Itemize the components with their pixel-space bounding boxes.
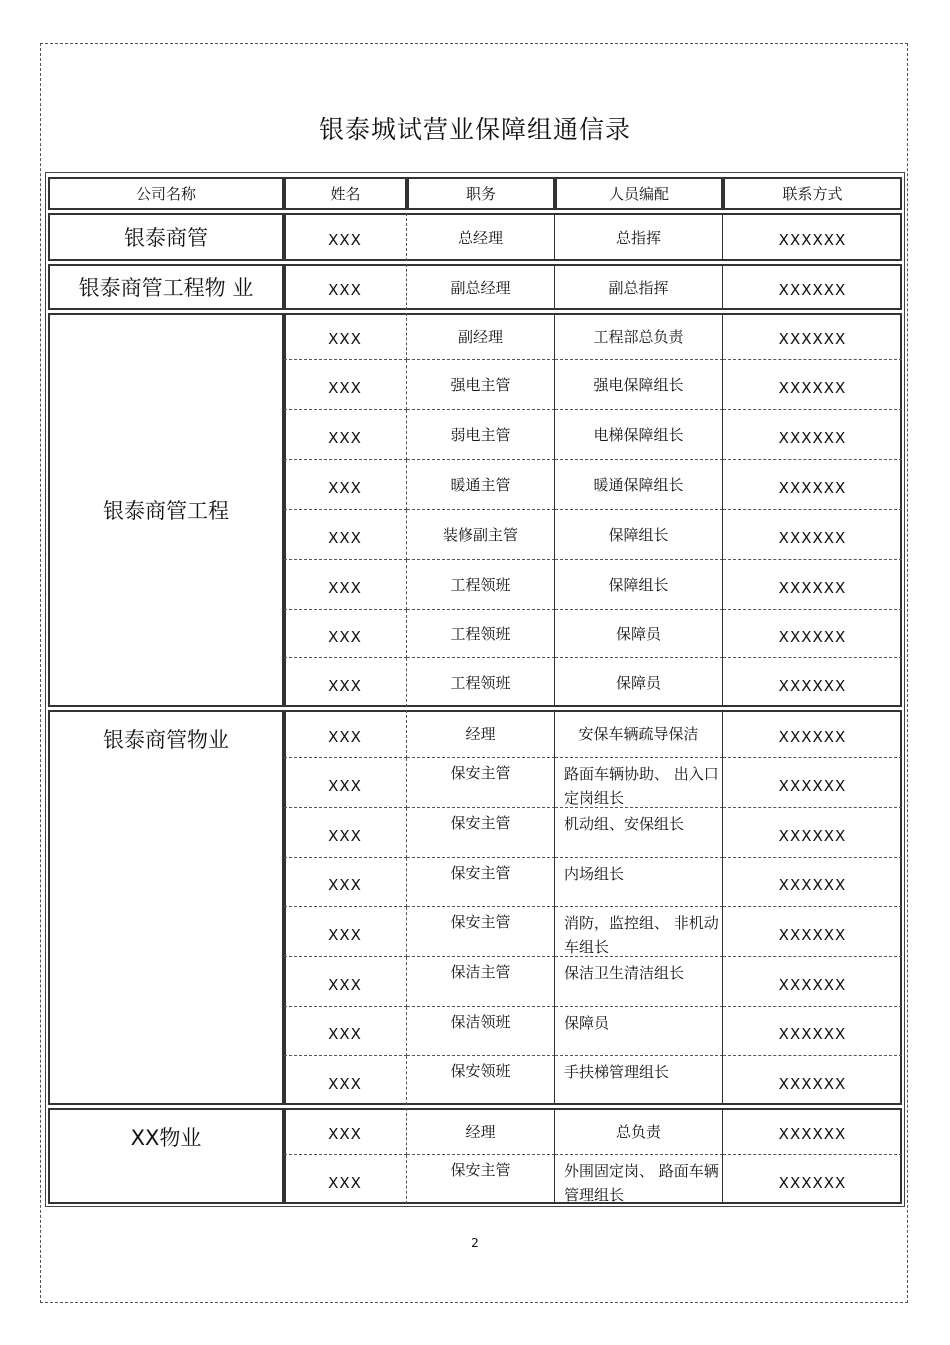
- member-name: XXX: [284, 1007, 407, 1056]
- member-role: 安保车辆疏导保洁: [555, 710, 723, 758]
- member-contact: XXXXXX: [723, 360, 902, 410]
- member-position: 保洁主管: [407, 957, 555, 1007]
- member-role: 副总指挥: [555, 264, 723, 310]
- member-position: 副经理: [407, 313, 555, 360]
- member-name: XXX: [284, 610, 407, 658]
- member-contact: XXXXXX: [723, 808, 902, 858]
- member-role: 外围固定岗、 路面车辆管理组长: [555, 1155, 723, 1204]
- member-position: 保安主管: [407, 808, 555, 858]
- member-position: 工程领班: [407, 658, 555, 707]
- member-role: 工程部总负责: [555, 313, 723, 360]
- member-name: XXX: [284, 410, 407, 460]
- member-name: XXX: [284, 1155, 407, 1204]
- member-name: XXX: [284, 360, 407, 410]
- member-contact: XXXXXX: [723, 957, 902, 1007]
- member-role: 保障员: [555, 658, 723, 707]
- member-name: XXX: [284, 213, 407, 261]
- member-contact: XXXXXX: [723, 907, 902, 957]
- member-position: 强电主管: [407, 360, 555, 410]
- member-role: 保障员: [555, 1007, 723, 1056]
- member-position: 保安领班: [407, 1056, 555, 1105]
- member-contact: XXXXXX: [723, 1108, 902, 1155]
- company-name-cell: XX物业: [48, 1108, 284, 1204]
- member-contact: XXXXXX: [723, 858, 902, 907]
- member-role: 手扶梯管理组长: [555, 1056, 723, 1105]
- member-position: 保安主管: [407, 858, 555, 907]
- member-contact: XXXXXX: [778, 281, 847, 299]
- member-position: 工程领班: [407, 610, 555, 658]
- member-role: 路面车辆协助、 出入口定岗组长: [555, 758, 723, 808]
- member-role: 强电保障组长: [555, 360, 723, 410]
- member-name: XXX: [284, 907, 407, 957]
- member-name: XXX: [284, 858, 407, 907]
- member-position: 经理: [407, 710, 555, 758]
- header-cell: 姓名: [284, 177, 407, 210]
- member-name: XXX: [284, 1108, 407, 1155]
- member-name: XXX: [284, 808, 407, 858]
- member-name: XXX: [284, 460, 407, 510]
- company-name-cell: 银泰商管: [48, 213, 284, 261]
- header-cell: 人员编配: [555, 177, 723, 210]
- member-position: 经理: [407, 1108, 555, 1155]
- member-contact: XXXXXX: [723, 758, 902, 808]
- member-name: XXX: [284, 658, 407, 707]
- member-position: 工程领班: [407, 560, 555, 610]
- company-name-cell: 银泰商管工程: [48, 313, 284, 707]
- member-name: XXX: [284, 758, 407, 808]
- member-position: 总经理: [407, 213, 555, 261]
- member-contact: XXXXXX: [723, 510, 902, 560]
- member-role: 电梯保障组长: [555, 410, 723, 460]
- member-name: XXX: [284, 264, 407, 310]
- page-number: 2: [471, 1236, 479, 1250]
- member-contact: XXXXXX: [723, 410, 902, 460]
- member-contact: XXXXXX: [778, 1173, 847, 1192]
- header-cell: 联系方式: [723, 177, 902, 210]
- member-role: 总负责: [555, 1108, 723, 1155]
- member-name: XXX: [284, 560, 407, 610]
- member-position: 保安主管: [407, 907, 555, 957]
- member-role: 机动组、安保组长: [555, 808, 723, 858]
- member-name: XXX: [284, 510, 407, 560]
- member-contact: XXXXXX: [723, 710, 902, 758]
- member-role: 保障组长: [555, 510, 723, 560]
- member-contact: XXXXXX: [723, 610, 902, 658]
- page-title: 银泰城试营业保障组通信录: [318, 115, 631, 144]
- member-contact: XXXXXX: [723, 460, 902, 510]
- member-contact: XXXXXX: [723, 313, 902, 360]
- member-name: XXX: [284, 710, 407, 758]
- member-role: 暖通保障组长: [555, 460, 723, 510]
- member-role: 总指挥: [555, 213, 723, 261]
- company-name-cell: 银泰商管物业: [48, 710, 284, 1105]
- member-contact: XXXXXX: [778, 1074, 847, 1093]
- member-position: 保安主管: [407, 758, 555, 808]
- member-role: 保障组长: [555, 560, 723, 610]
- member-name: XXX: [284, 957, 407, 1007]
- member-contact: XXXXXX: [723, 560, 902, 610]
- company-name-cell: 银泰商管工程物 业: [48, 264, 284, 310]
- member-contact: XXXXXX: [723, 1007, 902, 1056]
- member-position: 保洁领班: [407, 1007, 555, 1056]
- header-cell: 职务: [407, 177, 555, 210]
- member-position: 保安主管: [407, 1155, 555, 1204]
- member-role: 消防，监控组、 非机动车组长: [555, 907, 723, 957]
- member-position: 副总经理: [407, 264, 555, 310]
- member-name: XXX: [284, 1056, 407, 1105]
- member-contact: XXXXXX: [778, 231, 847, 249]
- member-contact: XXXXXX: [778, 676, 847, 695]
- member-position: 装修副主管: [407, 510, 555, 560]
- member-role: 内场组长: [555, 858, 723, 907]
- member-position: 弱电主管: [407, 410, 555, 460]
- member-name: XXX: [284, 313, 407, 360]
- member-position: 暖通主管: [407, 460, 555, 510]
- member-role: 保障员: [555, 610, 723, 658]
- header-cell: 公司名称: [48, 177, 284, 210]
- member-role: 保洁卫生清洁组长: [555, 957, 723, 1007]
